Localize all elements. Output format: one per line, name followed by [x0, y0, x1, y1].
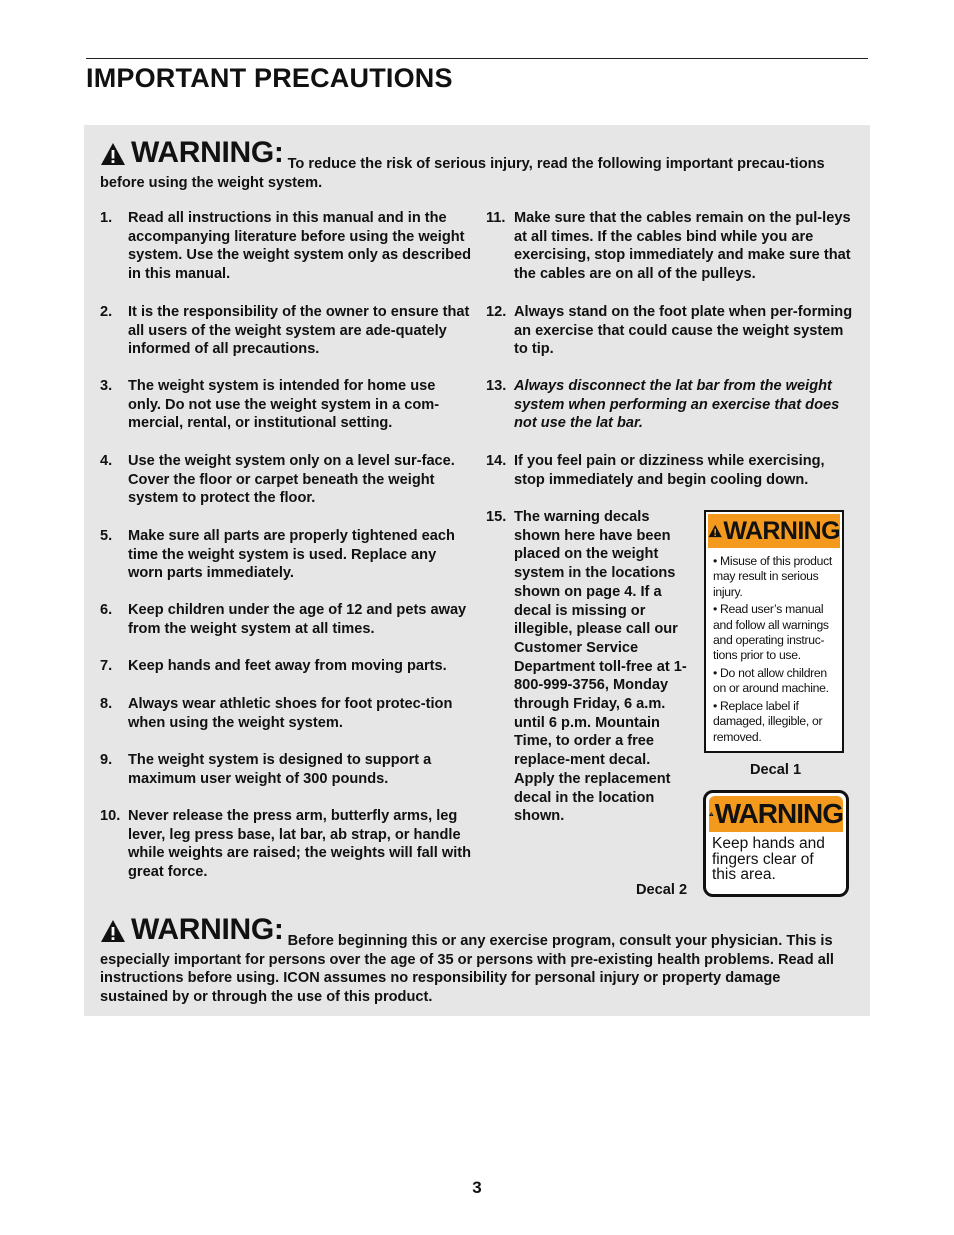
precaution-item: 2. It is the responsibility of the owner to ensure that all users of the weight system are ade-quately informed of all precautions.: [100, 304, 470, 358]
precautions-panel: [84, 125, 870, 1016]
header-rule: [86, 58, 868, 59]
warning-heading: WARNING:: [100, 138, 284, 168]
warning-intro-text: To reduce the risk of serious injury, read the following important precau-tions before using the weight system.: [100, 156, 825, 191]
warning-disclaimer: [100, 915, 852, 1007]
decal-2-caption: Decal 2: [636, 882, 688, 898]
precaution-item: 5. Make sure all parts are properly tightened each time the weight system is used. Replace any worn parts immediately.: [100, 528, 455, 582]
decal-2-text: Keep hands and fingers clear of this area.: [712, 835, 825, 883]
precaution-item: 6. Keep children under the age of 12 and pets away from the weight system at all times.: [100, 602, 467, 637]
precaution-item: 15. The warning decals shown here have been placed on the weight system in the locations shown on page 4. If a decal is missing or illegible, please call our Customer Service Department toll-free at 1-800-999-3756, Monday through Friday, 6 a.m. until 6 p.m. Mountain Time, to order a free replace-ment decal. Apply the replacement decal in the location shown.: [486, 509, 687, 825]
decal-1-text: • Misuse of this product may result in serious injury. • Read user’s manual and follow all warnings and operating instruc-tions prior to use. • Do not allow children on or around machine. • Replace label if damaged, illegible, or removed.: [713, 554, 832, 744]
precaution-item: 10. Never release the press arm, butterfly arms, leg lever, leg press base, lat bar, ab strap, or handle while weights are raised; the weights will fall with great force.: [100, 808, 472, 881]
precaution-item: 4. Use the weight system only on a level sur-face. Cover the floor or carpet beneath the weight system to protect the floor.: [100, 453, 455, 507]
precaution-item: 12. Always stand on the foot plate when per-forming an exercise that could cause the weight system to tip.: [486, 304, 853, 358]
precaution-item-emphasized: 13. Always disconnect the lat bar from the weight system when performing an exercise that does not use the lat bar.: [486, 378, 840, 432]
precaution-item: 8. Always wear athletic shoes for foot protec-tion when using the weight system.: [100, 696, 453, 731]
page-title: IMPORTANT PRECAUTIONS: [86, 63, 453, 93]
warning-heading: WARNING:: [100, 915, 284, 945]
warning-disclaimer-text: Before beginning this or any exercise program, consult your physician. This is especially important for persons over the age of 35 or persons with pre-existing health problems. Read all instructions before using. ICON assumes no responsibility for personal injury or property damage sustained by or through the use of this product.: [100, 933, 834, 1006]
warning-intro: [100, 138, 852, 192]
precaution-item: 3. The weight system is intended for home use only. Do not use the weight system in a com-mercial, rental, or institutional setting.: [100, 378, 440, 432]
decal-1-header: WARNING: [708, 514, 840, 548]
page-number: 3: [472, 1178, 482, 1197]
warning-triangle-icon: [100, 142, 126, 166]
warning-triangle-icon: [709, 803, 714, 825]
decal-2-header: WARNING: [709, 796, 843, 832]
precaution-item: 11. Make sure that the cables remain on the pul-leys at all times. If the cables bind while you are exercising, stop immediately and make sure that the cables are on all of the pulleys.: [486, 210, 851, 283]
warning-decal-2: [703, 790, 849, 897]
warning-decal-1: [704, 510, 844, 753]
warning-triangle-icon: [708, 521, 722, 541]
precaution-item: 14. If you feel pain or dizziness while exercising, stop immediately and begin cooling down.: [486, 453, 825, 488]
precaution-item: 1. Read all instructions in this manual and in the accompanying literature before using the weight system. Use the weight system only as described in this manual.: [100, 210, 472, 283]
decal-1-caption: Decal 1: [750, 762, 802, 778]
precaution-item: 9. The weight system is designed to support a maximum user weight of 300 pounds.: [100, 752, 432, 787]
precaution-item: 7. Keep hands and feet away from moving parts.: [100, 658, 447, 674]
warning-triangle-icon: [100, 919, 126, 943]
